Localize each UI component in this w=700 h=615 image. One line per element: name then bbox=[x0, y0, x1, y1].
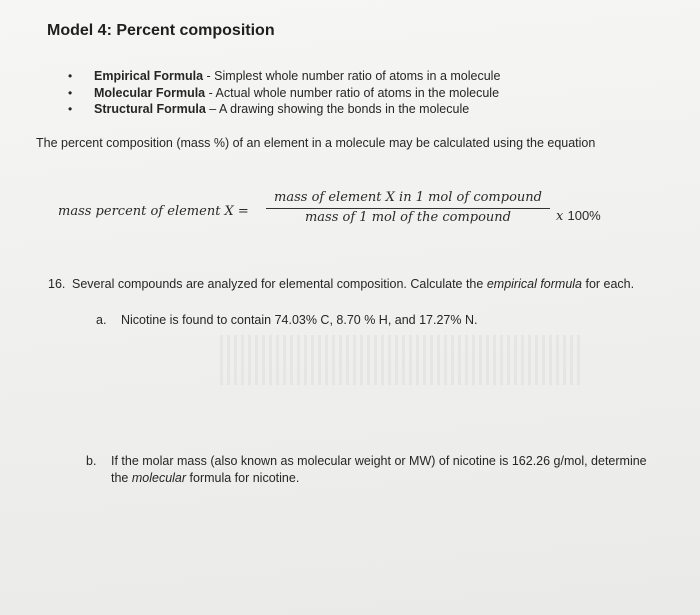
equation-fraction bbox=[264, 190, 552, 225]
definition-term: Molecular Formula bbox=[94, 85, 206, 100]
part-emphasis: molecular bbox=[131, 471, 187, 485]
equation-lhs: mass percent of element X = bbox=[58, 204, 249, 219]
question-emphasis: empirical formula bbox=[486, 277, 582, 291]
question-part-b bbox=[86, 453, 656, 487]
page-title: Model 4: Percent composition bbox=[47, 22, 275, 39]
definition-text: – A drawing showing the bonds in the molecule bbox=[205, 102, 470, 116]
part-text: Nicotine is found to contain 74.03% C, 8.70 % H, and 17.27% N. bbox=[121, 313, 478, 327]
definition-item bbox=[66, 101, 500, 118]
definition-term: Structural Formula bbox=[94, 102, 206, 116]
bleed-through-shadow bbox=[220, 335, 580, 385]
definition-term: Empirical Formula bbox=[94, 69, 204, 83]
times-sign: x bbox=[556, 209, 564, 224]
bullet-icon: • bbox=[68, 85, 73, 100]
definition-item bbox=[66, 68, 500, 85]
part-text-end: formula for nicotine. bbox=[186, 471, 300, 485]
part-letter: b. bbox=[86, 454, 97, 468]
part-text-start: If the molar mass (also known as molecular weight or MW) of nicotine is 162.26 g/mol, determine the bbox=[111, 454, 647, 485]
question-number: 16. bbox=[48, 277, 66, 291]
definition-item bbox=[66, 85, 500, 102]
equation-numerator: mass of element X in 1 mol of compound bbox=[274, 190, 542, 205]
definition-text: - Actual whole number ratio of atoms in the molecule bbox=[205, 85, 500, 100]
bullet-icon: • bbox=[68, 102, 73, 116]
question-16 bbox=[48, 276, 648, 293]
question-text bbox=[48, 276, 648, 293]
part-text bbox=[86, 453, 656, 487]
percent-factor: 100% bbox=[567, 208, 601, 223]
question-text-end: for each. bbox=[582, 277, 635, 291]
definition-list bbox=[66, 68, 500, 118]
equation-denominator: mass of 1 mol of the compound bbox=[304, 210, 511, 225]
part-letter: a. bbox=[96, 313, 107, 327]
equation-multiplier bbox=[556, 208, 601, 224]
question-text-start: Several compounds are analyzed for elemental composition. Calculate the bbox=[72, 277, 487, 291]
bullet-icon: • bbox=[68, 69, 73, 83]
question-part-a bbox=[96, 312, 616, 329]
intro-paragraph: The percent composition (mass %) of an element in a molecule may be calculated using the equation bbox=[36, 136, 596, 150]
definition-text: - Simplest whole number ratio of atoms in a molecule bbox=[203, 69, 501, 83]
